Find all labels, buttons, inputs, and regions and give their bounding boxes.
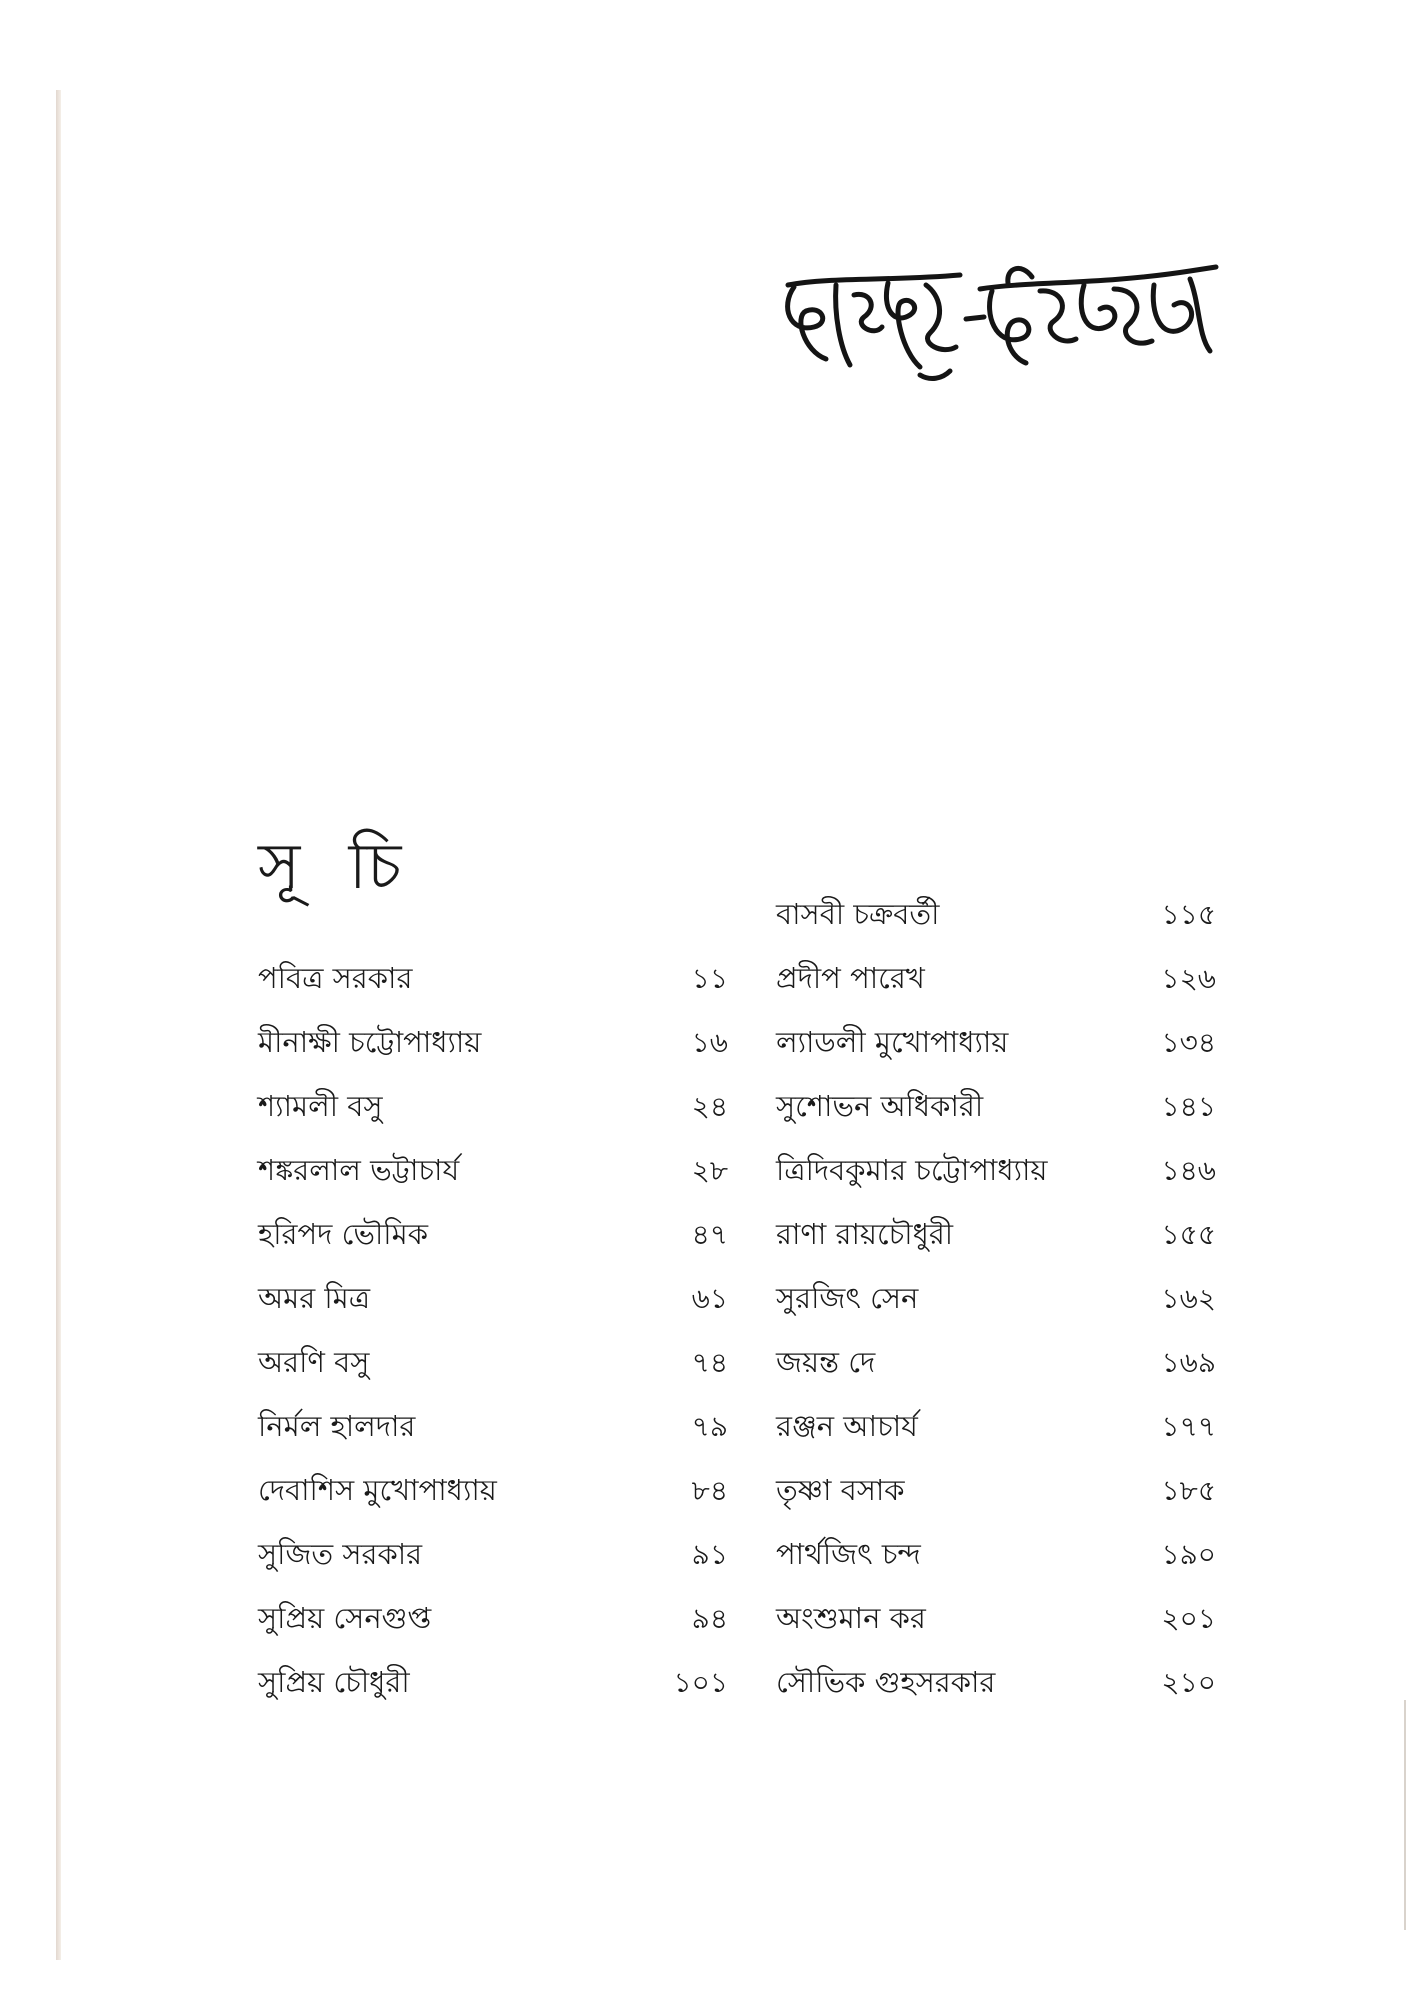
toc-page-number: ৮৪ <box>691 1473 728 1507</box>
toc-column-right <box>776 884 1216 1716</box>
toc-author-name: শঙ্করলাল ভট্টাচার্য <box>258 1152 460 1187</box>
toc-entry <box>776 884 1216 948</box>
toc-entry <box>258 948 728 1012</box>
toc-page-number: ৯৪ <box>691 1601 728 1635</box>
toc-author-name: সৌভিক গুহসরকার <box>776 1664 996 1699</box>
toc-author-name: সুজিত সরকার <box>258 1536 423 1571</box>
toc-entry <box>258 1268 728 1332</box>
toc-entry <box>776 1076 1216 1140</box>
toc-author-name: অংশুমান কর <box>776 1600 926 1635</box>
toc-page-number: ১৯০ <box>1161 1537 1216 1571</box>
toc-entry <box>258 1588 728 1652</box>
toc-page-number: ১৬৯ <box>1161 1345 1216 1379</box>
toc-entry <box>258 1332 728 1396</box>
calligraphic-title <box>770 255 1230 405</box>
toc-entry <box>776 1396 1216 1460</box>
toc-page-number: ২১০ <box>1161 1665 1216 1699</box>
toc-author-name: সুপ্রিয় চৌধুরী <box>258 1664 410 1699</box>
toc-page-number: ৪৭ <box>691 1217 728 1251</box>
toc-author-name: দেবাশিস মুখোপাধ্যায় <box>258 1472 497 1507</box>
toc-page-number: ১৬২ <box>1161 1281 1216 1315</box>
toc-entry <box>776 1140 1216 1204</box>
page-gutter-shadow <box>56 90 61 1960</box>
toc-entry <box>258 1524 728 1588</box>
toc-page-number: ৭৪ <box>691 1345 728 1379</box>
toc-page-number: ১১৫ <box>1161 897 1216 931</box>
toc-page-number: ১৭৭ <box>1161 1409 1216 1443</box>
toc-author-name: জয়ন্ত দে <box>776 1344 876 1379</box>
toc-entry <box>258 1396 728 1460</box>
toc-page-number: ১৬ <box>691 1025 728 1059</box>
toc-author-name: তৃষ্ণা বসাক <box>776 1472 905 1507</box>
toc-author-name: নির্মল হালদার <box>258 1408 416 1443</box>
toc-author-name: অরণি বসু <box>258 1344 370 1379</box>
toc-page-number: ৭৯ <box>691 1409 728 1443</box>
toc-page-number: ২৪ <box>691 1089 728 1123</box>
toc-author-name: রঞ্জন আচার্য <box>776 1408 918 1443</box>
toc-page-number: ২৮ <box>691 1153 728 1187</box>
toc-author-name: সুরজিৎ সেন <box>776 1280 919 1315</box>
toc-page-number: ১৪৬ <box>1161 1153 1216 1187</box>
toc-page-number: ৯১ <box>691 1537 728 1571</box>
toc-author-name: মীনাক্ষী চট্টোপাধ্যায় <box>258 1024 482 1059</box>
toc-page-number: ১৫৫ <box>1161 1217 1216 1251</box>
page-edge-line <box>1404 1700 1406 1930</box>
toc-page-number: ১৪১ <box>1161 1089 1216 1123</box>
toc-page-number: ১৮৫ <box>1161 1473 1216 1507</box>
toc-entry <box>258 1652 728 1716</box>
toc-column-left <box>258 948 728 1716</box>
toc-author-name: সুশোভন অধিকারী <box>776 1088 984 1123</box>
toc-entry <box>776 1588 1216 1652</box>
toc-author-name: বাসবী চক্রবর্তী <box>776 896 940 931</box>
toc-author-name: সুপ্রিয় সেনগুপ্ত <box>258 1600 432 1635</box>
toc-author-name: রাণা রায়চৌধুরী <box>776 1216 954 1251</box>
toc-entry <box>776 1204 1216 1268</box>
toc-entry <box>258 1012 728 1076</box>
toc-page-number: ৬১ <box>691 1281 728 1315</box>
toc-author-name: হরিপদ ভৌমিক <box>258 1216 428 1251</box>
toc-entry <box>776 1332 1216 1396</box>
toc-entry <box>776 1268 1216 1332</box>
toc-page-number: ১০১ <box>673 1665 728 1699</box>
calligraphic-title-art <box>770 255 1230 405</box>
toc-entry <box>258 1460 728 1524</box>
toc-entry <box>776 1652 1216 1716</box>
toc-entry <box>776 948 1216 1012</box>
toc-page-number: ১৩৪ <box>1161 1025 1216 1059</box>
toc-entry <box>776 1524 1216 1588</box>
toc-entry <box>776 1460 1216 1524</box>
toc-author-name: অমর মিত্র <box>258 1280 371 1315</box>
toc-author-name: শ্যামলী বসু <box>258 1088 383 1123</box>
toc-heading: সূ চি <box>258 830 416 904</box>
toc-entry <box>258 1204 728 1268</box>
toc-page-number: ২০১ <box>1161 1601 1216 1635</box>
toc-entry <box>776 1012 1216 1076</box>
toc-author-name: ল্যাডলী মুখোপাধ্যায় <box>776 1024 1009 1059</box>
toc-entry <box>258 1140 728 1204</box>
toc-entry <box>258 1076 728 1140</box>
toc-page-number: ১২৬ <box>1161 961 1216 995</box>
toc-author-name: পবিত্র সরকার <box>258 960 413 995</box>
toc-author-name: পার্থজিৎ চন্দ <box>776 1536 921 1571</box>
toc-page-number: ১১ <box>691 961 728 995</box>
toc-author-name: প্রদীপ পারেখ <box>776 960 925 995</box>
toc-author-name: ত্রিদিবকুমার চট্টোপাধ্যায় <box>776 1152 1048 1187</box>
